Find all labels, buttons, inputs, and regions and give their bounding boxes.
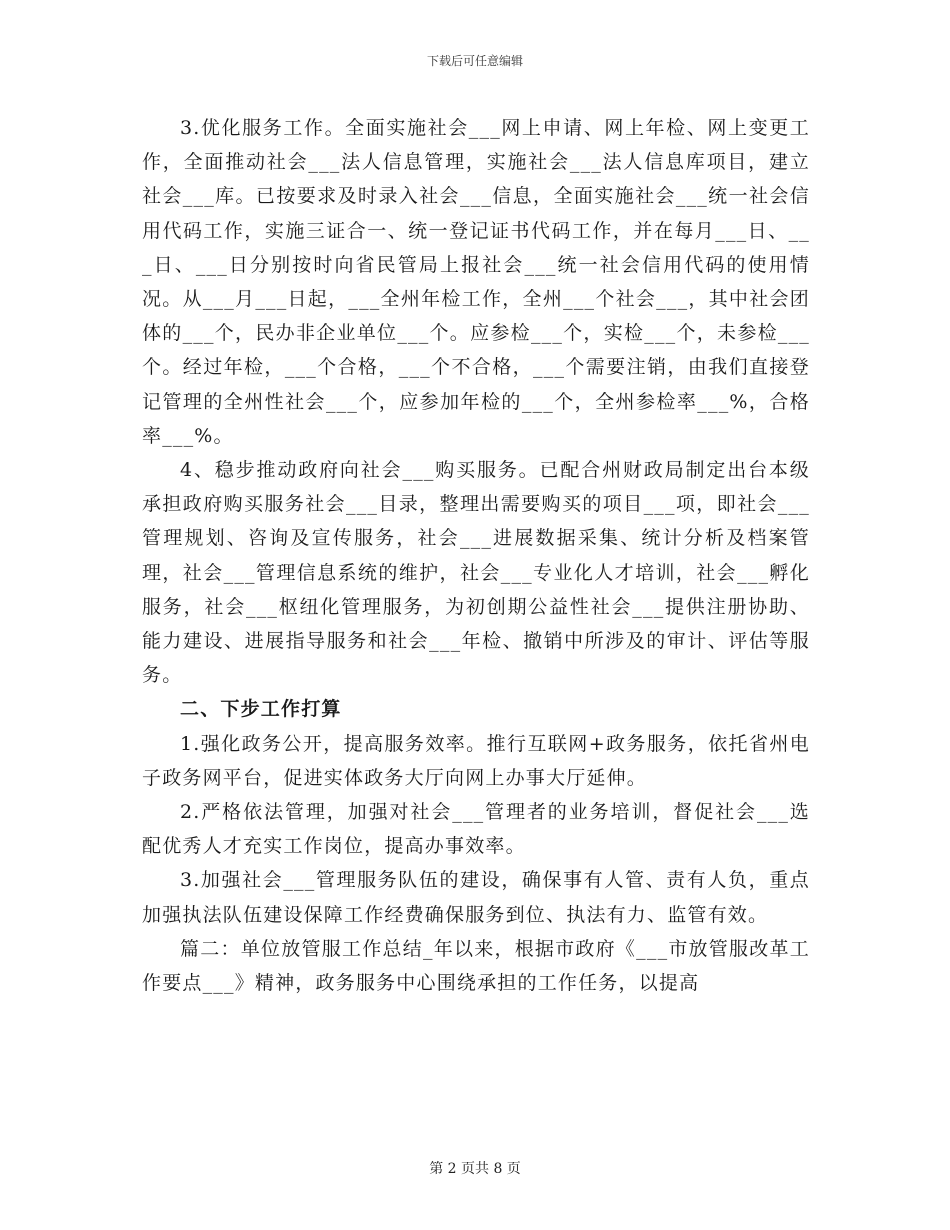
page-header: 下载后可任意编辑: [426, 54, 523, 68]
paragraph-team-building: 3.加强社会___管理服务队伍的建设，确保事有人管、责有人负，重点加强执法队伍建设保障工作经费确保服务到位、执法有力、监管有效。: [142, 869, 810, 926]
paragraph-lawful-management: 2.严格依法管理，加强对社会___管理者的业务培训，督促社会___选配优秀人才充实工作岗位，提高办事效率。: [142, 801, 810, 858]
document-body: [142, 111, 810, 1000]
section-heading-next-steps: 二、下步工作打算: [180, 698, 342, 721]
paragraph-purchase-service: 4、稳步推动政府向社会___购买服务。已配合州财政局制定出台本级承担政府购买服务社会___目录，整理出需要购买的项目___项，即社会___管理规划、咨询及宣传服务，社会___进展数据采集、统计分析及档案管理，社会___管理信息系统的维护，社会___专业化人才培训，社会___孵化服务，社会___枢纽化管理服务，为初创期公益性社会___提供注册协助、能力建设、进展指导服务和社会___年检、撤销中所涉及的审计、评估等服务。: [142, 459, 810, 687]
paragraph-part-two: 篇二：单位放管服工作总结_年以来，根据市政府《___市放管服改革工作要点___》精神，政务服务中心围绕承担的工作任务，以提高: [142, 937, 810, 995]
page-footer-pagination: 第 2 页共 8 页: [429, 1161, 521, 1177]
paragraph-optimize-service: 3.优化服务工作。全面实施社会___网上申请、网上年检、网上变更工作，全面推动社会___法人信息管理，实施社会___法人信息库项目，建立社会___库。已按要求及时录入社会___信息，全面实施社会___统一社会信用代码工作，实施三证合一、统一登记证书代码工作，并在每月___日、___日、___日分别按时向省民管局上报社会___统一社会信用代码的使用情况。从___月___日起，___全州年检工作，全州___个社会___，其中社会团体的___个，民办非企业单位___个。应参检___个，实检___个，未参检___个。经过年检，___个合格，___个不合格，___个需要注销，由我们直接登记管理的全州性社会___个，应参加年检的___个，全州参检率___%，合格率___%。: [142, 117, 810, 447]
paragraph-transparency: 1.强化政务公开，提高服务效率。推行互联网+政务服务，依托省州电子政务网平台，促进实体政务大厅向网上办事大厅延伸。: [142, 732, 810, 789]
